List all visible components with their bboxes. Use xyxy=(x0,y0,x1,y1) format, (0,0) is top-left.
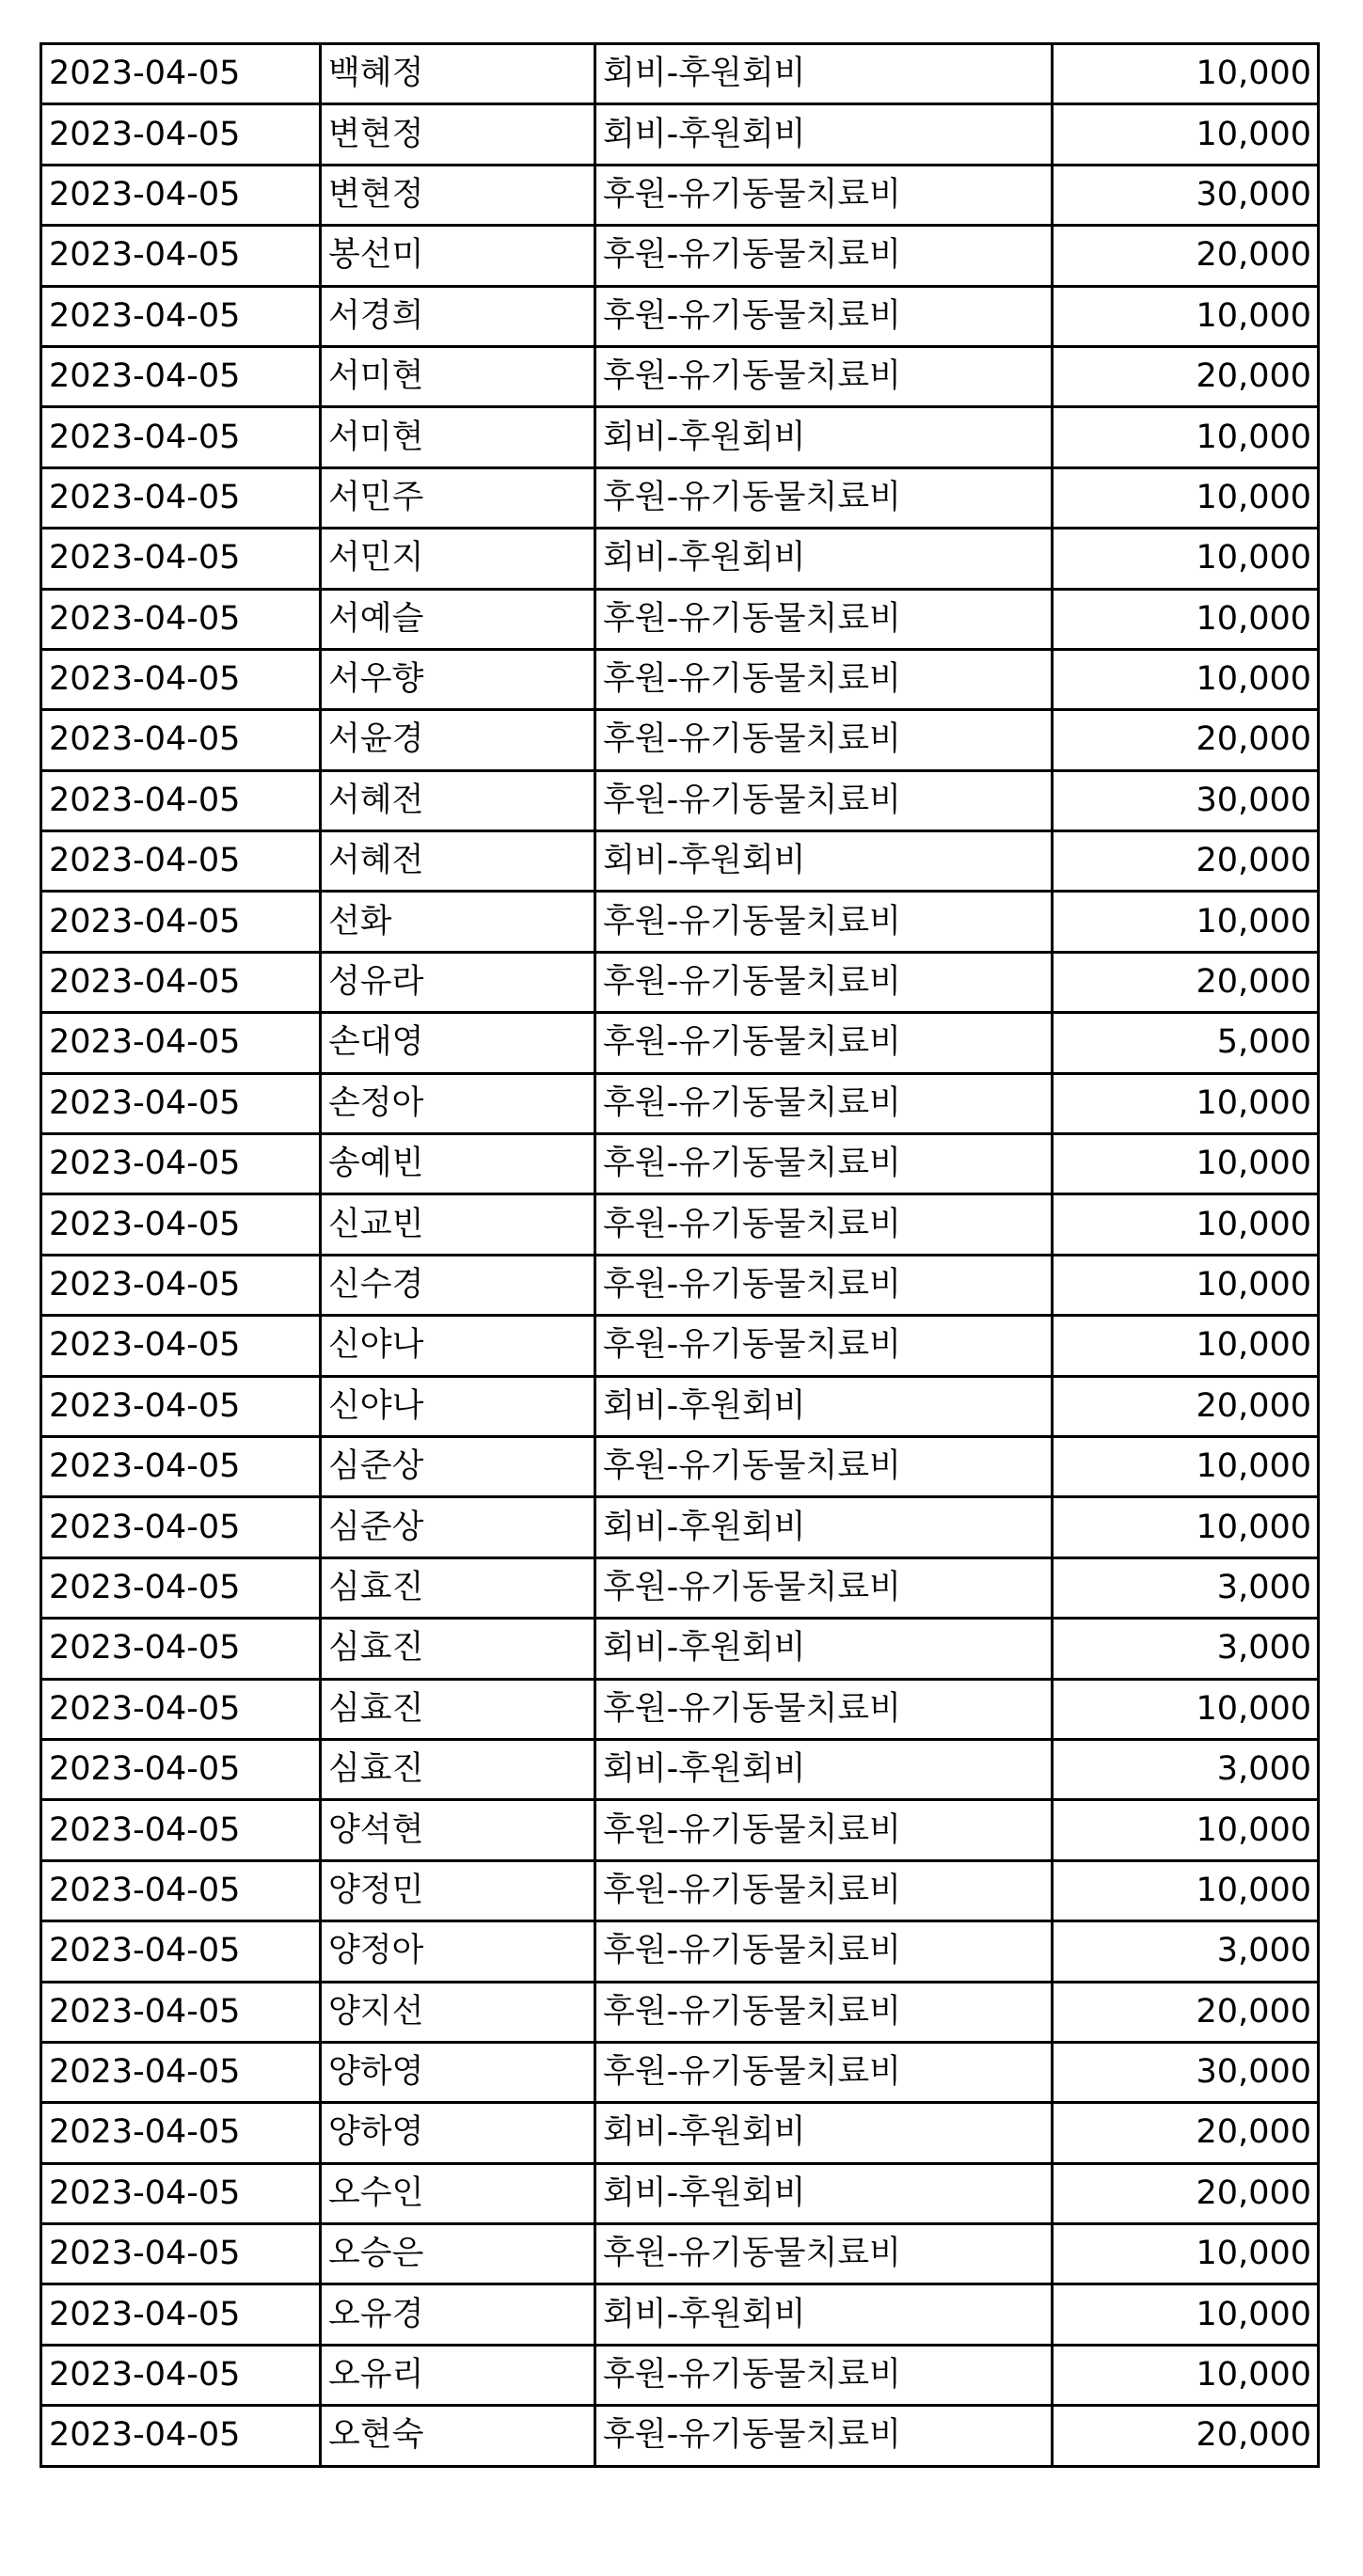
table-row xyxy=(41,1860,1319,1920)
amount-cell: 20,000 xyxy=(1053,831,1319,892)
amount-cell: 30,000 xyxy=(1053,165,1319,225)
date-cell: 2023-04-05 xyxy=(41,104,321,165)
donor-name-cell: 서혜전 xyxy=(321,770,595,830)
date-cell: 2023-04-05 xyxy=(41,44,321,104)
table-row xyxy=(41,770,1319,830)
category-cell: 후원-유기동물치료비 xyxy=(595,1557,1053,1618)
category-cell: 후원-유기동물치료비 xyxy=(595,2042,1053,2102)
date-cell: 2023-04-05 xyxy=(41,1982,321,2042)
donor-name-cell: 변현정 xyxy=(321,104,595,165)
amount-cell: 10,000 xyxy=(1053,649,1319,709)
date-cell: 2023-04-05 xyxy=(41,1194,321,1255)
donation-ledger-table xyxy=(40,42,1320,2468)
date-cell: 2023-04-05 xyxy=(41,529,321,589)
date-cell: 2023-04-05 xyxy=(41,407,321,467)
amount-cell: 10,000 xyxy=(1053,2345,1319,2405)
amount-cell: 3,000 xyxy=(1053,1619,1319,1679)
date-cell: 2023-04-05 xyxy=(41,831,321,892)
amount-cell: 10,000 xyxy=(1053,1134,1319,1194)
donor-name-cell: 심효진 xyxy=(321,1557,595,1618)
table-row xyxy=(41,831,1319,892)
table-row xyxy=(41,710,1319,770)
amount-cell: 20,000 xyxy=(1053,1376,1319,1436)
category-cell: 회비-후원회비 xyxy=(595,2163,1053,2223)
donor-name-cell: 서민주 xyxy=(321,467,595,528)
category-cell: 후원-유기동물치료비 xyxy=(595,1255,1053,1315)
donor-name-cell: 봉선미 xyxy=(321,226,595,286)
donor-name-cell: 선화 xyxy=(321,892,595,952)
table-row xyxy=(41,104,1319,165)
amount-cell: 10,000 xyxy=(1053,589,1319,649)
table-row xyxy=(41,1679,1319,1739)
date-cell: 2023-04-05 xyxy=(41,1436,321,1496)
category-cell: 후원-유기동물치료비 xyxy=(595,1436,1053,1496)
category-cell: 회비-후원회비 xyxy=(595,1497,1053,1557)
amount-cell: 10,000 xyxy=(1053,1194,1319,1255)
amount-cell: 10,000 xyxy=(1053,407,1319,467)
category-cell: 후원-유기동물치료비 xyxy=(595,1134,1053,1194)
amount-cell: 20,000 xyxy=(1053,2406,1319,2466)
category-cell: 회비-후원회비 xyxy=(595,2103,1053,2163)
amount-cell: 20,000 xyxy=(1053,952,1319,1012)
category-cell: 후원-유기동물치료비 xyxy=(595,2224,1053,2284)
date-cell: 2023-04-05 xyxy=(41,2163,321,2223)
category-cell: 후원-유기동물치료비 xyxy=(595,710,1053,770)
category-cell: 후원-유기동물치료비 xyxy=(595,589,1053,649)
category-cell: 후원-유기동물치료비 xyxy=(595,952,1053,1012)
category-cell: 회비-후원회비 xyxy=(595,529,1053,589)
table-row xyxy=(41,1982,1319,2042)
date-cell: 2023-04-05 xyxy=(41,2406,321,2466)
amount-cell: 10,000 xyxy=(1053,286,1319,346)
donor-name-cell: 양하영 xyxy=(321,2103,595,2163)
donor-name-cell: 심효진 xyxy=(321,1619,595,1679)
category-cell: 후원-유기동물치료비 xyxy=(595,1982,1053,2042)
date-cell: 2023-04-05 xyxy=(41,1134,321,1194)
table-row xyxy=(41,165,1319,225)
category-cell: 회비-후원회비 xyxy=(595,44,1053,104)
category-cell: 후원-유기동물치료비 xyxy=(595,165,1053,225)
amount-cell: 3,000 xyxy=(1053,1739,1319,1799)
category-cell: 후원-유기동물치료비 xyxy=(595,770,1053,830)
date-cell: 2023-04-05 xyxy=(41,1376,321,1436)
date-cell: 2023-04-05 xyxy=(41,2224,321,2284)
amount-cell: 10,000 xyxy=(1053,892,1319,952)
donor-name-cell: 오현숙 xyxy=(321,2406,595,2466)
amount-cell: 10,000 xyxy=(1053,2284,1319,2345)
table-row xyxy=(41,1194,1319,1255)
category-cell: 후원-유기동물치료비 xyxy=(595,226,1053,286)
table-row xyxy=(41,1436,1319,1496)
donor-name-cell: 양석현 xyxy=(321,1800,595,1860)
category-cell: 회비-후원회비 xyxy=(595,2284,1053,2345)
date-cell: 2023-04-05 xyxy=(41,1739,321,1799)
table-row xyxy=(41,1921,1319,1982)
date-cell: 2023-04-05 xyxy=(41,226,321,286)
category-cell: 후원-유기동물치료비 xyxy=(595,1194,1053,1255)
donor-name-cell: 백혜정 xyxy=(321,44,595,104)
date-cell: 2023-04-05 xyxy=(41,710,321,770)
date-cell: 2023-04-05 xyxy=(41,2345,321,2405)
category-cell: 후원-유기동물치료비 xyxy=(595,1679,1053,1739)
date-cell: 2023-04-05 xyxy=(41,1255,321,1315)
amount-cell: 20,000 xyxy=(1053,2103,1319,2163)
date-cell: 2023-04-05 xyxy=(41,2042,321,2102)
table-row xyxy=(41,529,1319,589)
date-cell: 2023-04-05 xyxy=(41,286,321,346)
donor-name-cell: 서미현 xyxy=(321,407,595,467)
category-cell: 후원-유기동물치료비 xyxy=(595,1316,1053,1376)
table-row xyxy=(41,1619,1319,1679)
category-cell: 후원-유기동물치료비 xyxy=(595,346,1053,406)
table-row xyxy=(41,589,1319,649)
category-cell: 후원-유기동물치료비 xyxy=(595,2406,1053,2466)
category-cell: 후원-유기동물치료비 xyxy=(595,1800,1053,1860)
category-cell: 후원-유기동물치료비 xyxy=(595,1013,1053,1073)
donor-name-cell: 서윤경 xyxy=(321,710,595,770)
date-cell: 2023-04-05 xyxy=(41,1860,321,1920)
amount-cell: 10,000 xyxy=(1053,44,1319,104)
amount-cell: 3,000 xyxy=(1053,1921,1319,1982)
category-cell: 후원-유기동물치료비 xyxy=(595,1860,1053,1920)
table-row xyxy=(41,286,1319,346)
donor-name-cell: 심효진 xyxy=(321,1679,595,1739)
amount-cell: 10,000 xyxy=(1053,2224,1319,2284)
category-cell: 회비-후원회비 xyxy=(595,407,1053,467)
amount-cell: 3,000 xyxy=(1053,1557,1319,1618)
category-cell: 회비-후원회비 xyxy=(595,1619,1053,1679)
table-row xyxy=(41,407,1319,467)
table-row xyxy=(41,467,1319,528)
date-cell: 2023-04-05 xyxy=(41,1800,321,1860)
date-cell: 2023-04-05 xyxy=(41,1316,321,1376)
donor-name-cell: 양정민 xyxy=(321,1860,595,1920)
table-row xyxy=(41,2103,1319,2163)
table-row xyxy=(41,346,1319,406)
date-cell: 2023-04-05 xyxy=(41,467,321,528)
amount-cell: 10,000 xyxy=(1053,1255,1319,1315)
table-row xyxy=(41,1134,1319,1194)
date-cell: 2023-04-05 xyxy=(41,1073,321,1133)
date-cell: 2023-04-05 xyxy=(41,2103,321,2163)
date-cell: 2023-04-05 xyxy=(41,165,321,225)
table-row xyxy=(41,226,1319,286)
date-cell: 2023-04-05 xyxy=(41,892,321,952)
category-cell: 후원-유기동물치료비 xyxy=(595,649,1053,709)
donor-name-cell: 오승은 xyxy=(321,2224,595,2284)
category-cell: 회비-후원회비 xyxy=(595,104,1053,165)
category-cell: 후원-유기동물치료비 xyxy=(595,1073,1053,1133)
donor-name-cell: 서혜전 xyxy=(321,831,595,892)
category-cell: 회비-후원회비 xyxy=(595,1376,1053,1436)
table-row xyxy=(41,1376,1319,1436)
donor-name-cell: 심효진 xyxy=(321,1739,595,1799)
date-cell: 2023-04-05 xyxy=(41,1013,321,1073)
donor-name-cell: 서예슬 xyxy=(321,589,595,649)
table-row xyxy=(41,2406,1319,2466)
table-row xyxy=(41,2163,1319,2223)
table-row xyxy=(41,952,1319,1012)
category-cell: 후원-유기동물치료비 xyxy=(595,892,1053,952)
amount-cell: 10,000 xyxy=(1053,1436,1319,1496)
donor-name-cell: 손정아 xyxy=(321,1073,595,1133)
table-row xyxy=(41,1497,1319,1557)
amount-cell: 10,000 xyxy=(1053,1497,1319,1557)
amount-cell: 30,000 xyxy=(1053,770,1319,830)
amount-cell: 10,000 xyxy=(1053,1316,1319,1376)
amount-cell: 30,000 xyxy=(1053,2042,1319,2102)
date-cell: 2023-04-05 xyxy=(41,2284,321,2345)
donor-name-cell: 신야나 xyxy=(321,1316,595,1376)
table-row xyxy=(41,1800,1319,1860)
category-cell: 후원-유기동물치료비 xyxy=(595,1921,1053,1982)
table-row xyxy=(41,1739,1319,1799)
amount-cell: 10,000 xyxy=(1053,1860,1319,1920)
donor-name-cell: 신수경 xyxy=(321,1255,595,1315)
category-cell: 회비-후원회비 xyxy=(595,831,1053,892)
ledger-body xyxy=(41,44,1319,2467)
date-cell: 2023-04-05 xyxy=(41,952,321,1012)
amount-cell: 20,000 xyxy=(1053,226,1319,286)
amount-cell: 10,000 xyxy=(1053,1073,1319,1133)
date-cell: 2023-04-05 xyxy=(41,770,321,830)
donor-name-cell: 심준상 xyxy=(321,1436,595,1496)
date-cell: 2023-04-05 xyxy=(41,649,321,709)
amount-cell: 10,000 xyxy=(1053,104,1319,165)
amount-cell: 20,000 xyxy=(1053,346,1319,406)
category-cell: 회비-후원회비 xyxy=(595,1739,1053,1799)
donor-name-cell: 손대영 xyxy=(321,1013,595,1073)
date-cell: 2023-04-05 xyxy=(41,1679,321,1739)
donor-name-cell: 신야나 xyxy=(321,1376,595,1436)
date-cell: 2023-04-05 xyxy=(41,1497,321,1557)
category-cell: 후원-유기동물치료비 xyxy=(595,2345,1053,2405)
amount-cell: 20,000 xyxy=(1053,710,1319,770)
donor-name-cell: 서민지 xyxy=(321,529,595,589)
donor-name-cell: 양정아 xyxy=(321,1921,595,1982)
amount-cell: 10,000 xyxy=(1053,1800,1319,1860)
table-row xyxy=(41,1316,1319,1376)
donor-name-cell: 서경희 xyxy=(321,286,595,346)
donor-name-cell: 서미현 xyxy=(321,346,595,406)
table-row xyxy=(41,1073,1319,1133)
date-cell: 2023-04-05 xyxy=(41,346,321,406)
amount-cell: 20,000 xyxy=(1053,1982,1319,2042)
date-cell: 2023-04-05 xyxy=(41,1921,321,1982)
table-row xyxy=(41,1255,1319,1315)
donor-name-cell: 양하영 xyxy=(321,2042,595,2102)
category-cell: 후원-유기동물치료비 xyxy=(595,286,1053,346)
amount-cell: 10,000 xyxy=(1053,467,1319,528)
table-row xyxy=(41,2345,1319,2405)
amount-cell: 20,000 xyxy=(1053,2163,1319,2223)
donor-name-cell: 오유경 xyxy=(321,2284,595,2345)
date-cell: 2023-04-05 xyxy=(41,589,321,649)
donor-name-cell: 변현정 xyxy=(321,165,595,225)
table-row xyxy=(41,2224,1319,2284)
amount-cell: 5,000 xyxy=(1053,1013,1319,1073)
amount-cell: 10,000 xyxy=(1053,1679,1319,1739)
donor-name-cell: 오수인 xyxy=(321,2163,595,2223)
date-cell: 2023-04-05 xyxy=(41,1557,321,1618)
donor-name-cell: 신교빈 xyxy=(321,1194,595,1255)
donor-name-cell: 양지선 xyxy=(321,1982,595,2042)
donor-name-cell: 오유리 xyxy=(321,2345,595,2405)
table-row xyxy=(41,1557,1319,1618)
amount-cell: 10,000 xyxy=(1053,529,1319,589)
donor-name-cell: 송예빈 xyxy=(321,1134,595,1194)
table-row xyxy=(41,892,1319,952)
donor-name-cell: 심준상 xyxy=(321,1497,595,1557)
date-cell: 2023-04-05 xyxy=(41,1619,321,1679)
table-row xyxy=(41,649,1319,709)
donor-name-cell: 성유라 xyxy=(321,952,595,1012)
table-row xyxy=(41,2284,1319,2345)
table-row xyxy=(41,2042,1319,2102)
category-cell: 후원-유기동물치료비 xyxy=(595,467,1053,528)
table-row xyxy=(41,44,1319,104)
donor-name-cell: 서우향 xyxy=(321,649,595,709)
table-row xyxy=(41,1013,1319,1073)
